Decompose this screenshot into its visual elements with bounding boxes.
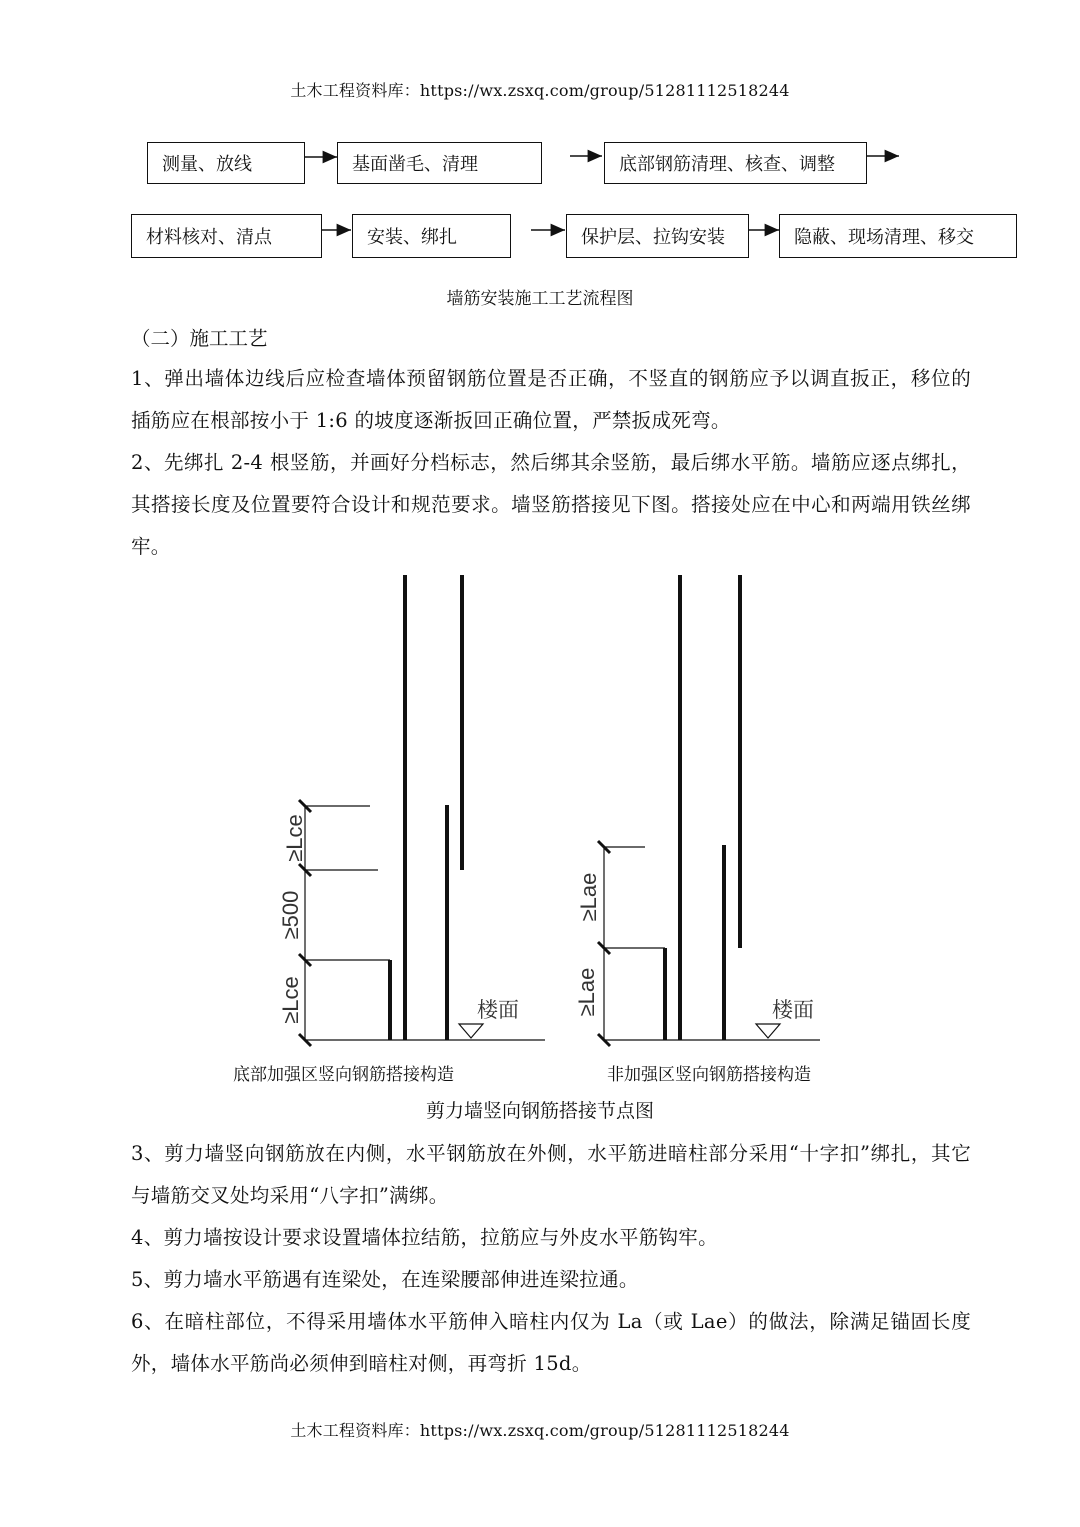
- paragraph-3: 3、剪力墙竖向钢筋放在内侧，水平钢筋放在外侧，水平筋进暗柱部分采用“十字扣”绑扎，其它与墙筋交叉处均采用“八字扣”满绑。: [131, 1142, 971, 1207]
- flow-step-survey: 测量、放线: [147, 142, 305, 184]
- dim-label: ≥500: [277, 890, 303, 940]
- floor-label: 楼面: [772, 999, 814, 1022]
- flow-step-material-check: 材料核对、清点: [131, 214, 322, 258]
- diagram-title: 剪力墙竖向钢筋搭接节点图: [425, 1100, 654, 1122]
- dim-label: ≥Lae: [573, 967, 599, 1017]
- flow-step-cover-hooks: 保护层、拉钩安装: [566, 214, 749, 258]
- flow-step-base-cleaning: 基面凿毛、清理: [337, 142, 542, 184]
- paragraph-2: 2、先绑扎 2-4 根竖筋，并画好分档标志，然后绑其余竖筋，最后绑水平筋。墙筋应逐点绑扎，其搭接长度及位置要符合设计和规范要求。墙竖筋搭接见下图。搭接处应在中心和两端用铁丝绑牢。: [131, 451, 971, 558]
- paragraph-4: 4、剪力墙按设计要求设置墙体拉结筋，拉筋应与外皮水平筋钩牢。: [131, 1226, 718, 1249]
- flowchart-caption: 墙筋安装施工工艺流程图: [446, 289, 634, 309]
- right-diagram: [598, 575, 820, 1046]
- flow-step-install-tie: 安装、绑扎: [352, 214, 511, 258]
- dim-label: ≥Lce: [277, 976, 303, 1024]
- flow-step-rebar-check: 底部钢筋清理、核查、调整: [604, 142, 867, 184]
- floor-label: 楼面: [477, 999, 519, 1022]
- dim-label: ≥Lce: [281, 814, 307, 862]
- paragraph-5: 5、剪力墙水平筋遇有连梁处，在连梁腰部伸进连梁拉通。: [131, 1268, 639, 1291]
- flow-step-handover: 隐蔽、现场清理、移交: [779, 214, 1017, 258]
- floor-mark: [756, 1024, 780, 1038]
- page-footer: 土木工程资料库：https://wx.zsxq.com/group/51281112518244: [290, 1421, 790, 1440]
- section-title: （二）施工工艺: [131, 327, 268, 350]
- paragraph-1: 1、弹出墙体边线后应检查墙体预留钢筋位置是否正确，不竖直的钢筋应予以调直扳正，移位的插筋应在根部按小于 1:6 的坡度逐渐扳回正确位置，严禁扳成死弯。: [131, 367, 971, 432]
- dim-label: ≥Lae: [575, 872, 601, 922]
- left-diagram: [299, 575, 545, 1046]
- page-header: 土木工程资料库：https://wx.zsxq.com/group/51281112518244: [290, 81, 790, 100]
- diagram-caption-right: 非加强区竖向钢筋搭接构造: [607, 1065, 811, 1085]
- paragraph-6: 6、在暗柱部位，不得采用墙体水平筋伸入暗柱内仅为 La（或 Lae）的做法，除满足锚固长度外，墙体水平筋尚必须伸到暗柱对侧，再弯折 15d。: [131, 1310, 971, 1375]
- diagram-caption-left: 底部加强区竖向钢筋搭接构造: [233, 1065, 454, 1085]
- floor-mark: [459, 1024, 483, 1038]
